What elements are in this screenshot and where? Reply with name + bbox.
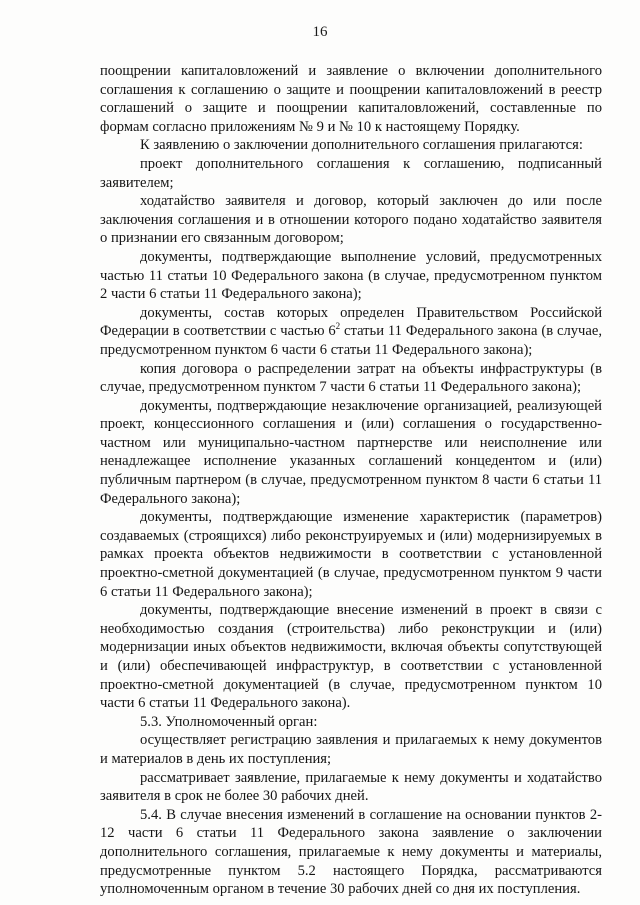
paragraph: осуществляет регистрацию заявления и прилагаемых к нему документов и материалов в день их поступления; (100, 732, 602, 767)
document-body (100, 62, 602, 899)
superscript: 2 (335, 321, 341, 332)
page-number: 16 (312, 24, 328, 40)
paragraph: документы, подтверждающие изменение характеристик (параметров) создаваемых (строящихся) либо реконструируемых и (или) модернизируемых в рамках проекта объектов недвижимости в соответствии с установленной проектно-сметной документацией (в случае, предусмотренном пунктом 9 части 6 статьи 11 Федерального закона); (100, 509, 602, 600)
paragraph: 5.4. В случае внесения изменений в соглашение на основании пунктов 2-12 части 6 статьи 11 Федерального закона заявление о заключении дополнительного соглашения, прилагаемые к нему документы и материалы, предусмотренные пунктом 5.2 настоящего Порядка, рассматриваются уполномоченным органом в течение 30 рабочих дней со дня их поступления. (100, 806, 602, 898)
paragraph: проект дополнительного соглашения к соглашению, подписанный заявителем; (100, 155, 602, 191)
paragraph: рассматривает заявление, прилагаемые к нему документы и ходатайство заявителя в срок не более 30 рабочих дней. (100, 769, 602, 805)
paragraph: поощрении капиталовложений и заявление о включении дополнительного соглашения к соглашению о защите и поощрении капиталовложений в реестр соглашений о защите и поощрении капиталовложений, составленные по формам согласно приложениям № 9 и № 10 к настоящему Порядку. (100, 63, 602, 135)
paragraph: 5.3. Уполномоченный орган: (140, 713, 318, 730)
paragraph: ходатайство заявителя и договор, который заключен до или после заключения соглашения и в отношении которого подано ходатайство заявителя о признании его связанным договором; (100, 193, 602, 247)
paragraph: документы, подтверждающие незаключение организацией, реализующей проект, концессионного соглашения и (или) соглашения о государственно-частном или муниципально-частном партнерстве или неисполнение или ненадлежащее исполнение указанных соглашений концедентом и (или) публичным партнером (в случае, предусмотренном пунктом 8 части 6 статьи 11 Федерального закона); (100, 397, 602, 507)
paragraph (100, 304, 602, 360)
paragraph: копия договора о распределении затрат на объекты инфраструктуры (в случае, предусмотренном пунктом 7 части 6 статьи 11 Федерального закона); (100, 360, 602, 396)
text-fragment: статьи 11 Федерального закона (в случае, предусмотренном пунктом 6 части 6 статьи 11 Федерального закона); (100, 323, 602, 358)
paragraph: К заявлению о заключении дополнительного соглашения прилагаются: (140, 137, 583, 154)
paragraph: документы, подтверждающие выполнение условий, предусмотренных частью 11 статьи 10 Федерального закона (в случае, предусмотренном пунктом 2 части 6 статьи 11 Федерального закона); (100, 248, 602, 303)
paragraph: документы, подтверждающие внесение изменений в проект в связи с необходимостью создания (строительства) либо реконструкции и (или) модернизации иных объектов недвижимости, включая объекты сопутствующей и (или) обеспечивающей инфраструктур, в соответствии с установленной проектно-сметной документацией (в случае, предусмотренном пунктом 10 части 6 статьи 11 Федерального закона). (100, 602, 602, 712)
text-fragment: документы, состав которых определен Правительством Российской Федерации в соответствии с частью 6 (100, 304, 602, 340)
